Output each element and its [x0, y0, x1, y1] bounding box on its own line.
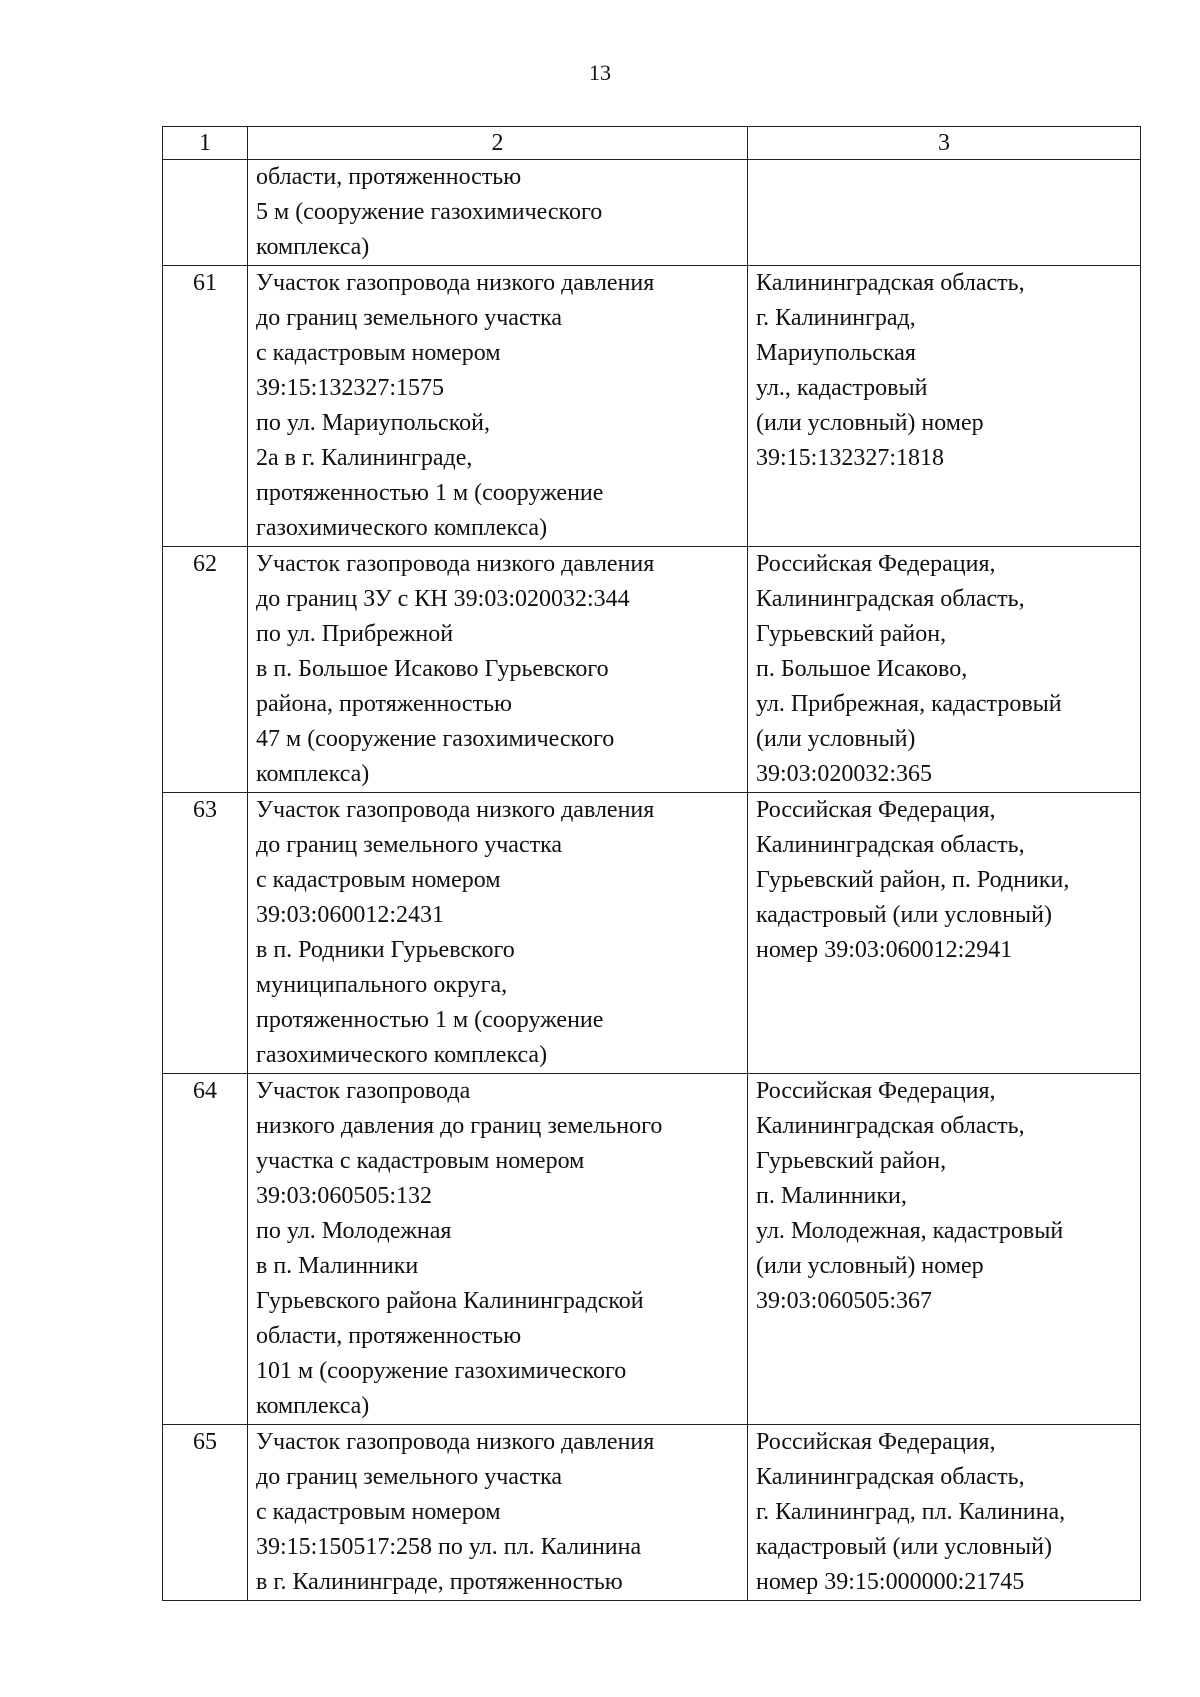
row-number: 65	[163, 1425, 248, 1601]
table-row	[163, 1074, 1141, 1425]
row-number: 61	[163, 266, 248, 547]
object-description: Участок газопровода низкого давления до границ земельного участка с кадастровым номером 39:03:060012:2431 в п. Родники Гурьевского муниципального округа, протяженностью 1 м (сооружение газохимического комплекса)	[248, 793, 748, 1074]
table-row	[163, 266, 1141, 547]
object-description: Участок газопровода низкого давления до границ земельного участка с кадастровым номером 39:03:060505:132 по ул. Молодежная в п. Малинники Гурьевского района Калининградской области, протяженностью 101 м (сооружение газохимического комплекса)	[248, 1074, 748, 1425]
table-row	[163, 1425, 1141, 1601]
object-location: Российская Федерация, Калининградская область, Гурьевский район, п. Большое Исаково, ул. Прибрежная, кадастровый (или условный) 39:03:020032:365	[748, 547, 1141, 793]
table-header	[163, 127, 1141, 160]
object-location: Российская Федерация, Калининградская область, Гурьевский район, п. Малинники, ул. Молодежная, кадастровый (или условный) номер 39:03:060505:367	[748, 1074, 1141, 1425]
object-location: Российская Федерация, Калининградская область, Гурьевский район, п. Родники, кадастровый (или условный) номер 39:03:060012:2941	[748, 793, 1141, 1074]
table-body	[163, 160, 1141, 1601]
header-row	[163, 127, 1141, 160]
object-location: Калининградская область, г. Калининград, Мариупольская ул., кадастровый (или условный) номер 39:15:132327:1818	[748, 266, 1141, 547]
row-number	[163, 160, 248, 266]
object-location	[748, 160, 1141, 266]
object-description: области, протяженностью 5 м (сооружение газохимического комплекса)	[248, 160, 748, 266]
row-number: 63	[163, 793, 248, 1074]
object-description: Участок газопровода низкого давления до границ ЗУ с КН 39:03:020032:344 по ул. Прибрежной в п. Большое Исаково Гурьевского района, протяженностью 47 м (сооружение газохимического комплекса)	[248, 547, 748, 793]
row-number: 64	[163, 1074, 248, 1425]
table-row	[163, 547, 1141, 793]
header-col-2: 2	[248, 127, 748, 160]
header-col-1: 1	[163, 127, 248, 160]
object-location: Российская Федерация, Калининградская область, г. Калининград, пл. Калинина, кадастровый (или условный) номер 39:15:000000:21745	[748, 1425, 1141, 1601]
table-row	[163, 160, 1141, 266]
object-description: Участок газопровода низкого давления до границ земельного участка с кадастровым номером 39:15:150517:258 по ул. пл. Калинина в г. Калининграде, протяженностью	[248, 1425, 748, 1601]
registry-table	[162, 126, 1141, 1601]
row-number: 62	[163, 547, 248, 793]
table-row	[163, 793, 1141, 1074]
header-col-3: 3	[748, 127, 1141, 160]
object-description: Участок газопровода низкого давления до границ земельного участка с кадастровым номером 39:15:132327:1575 по ул. Мариупольской, 2а в г. Калининграде, протяженностью 1 м (сооружение газохимического комплекса)	[248, 266, 748, 547]
page-number: 13	[589, 60, 611, 85]
